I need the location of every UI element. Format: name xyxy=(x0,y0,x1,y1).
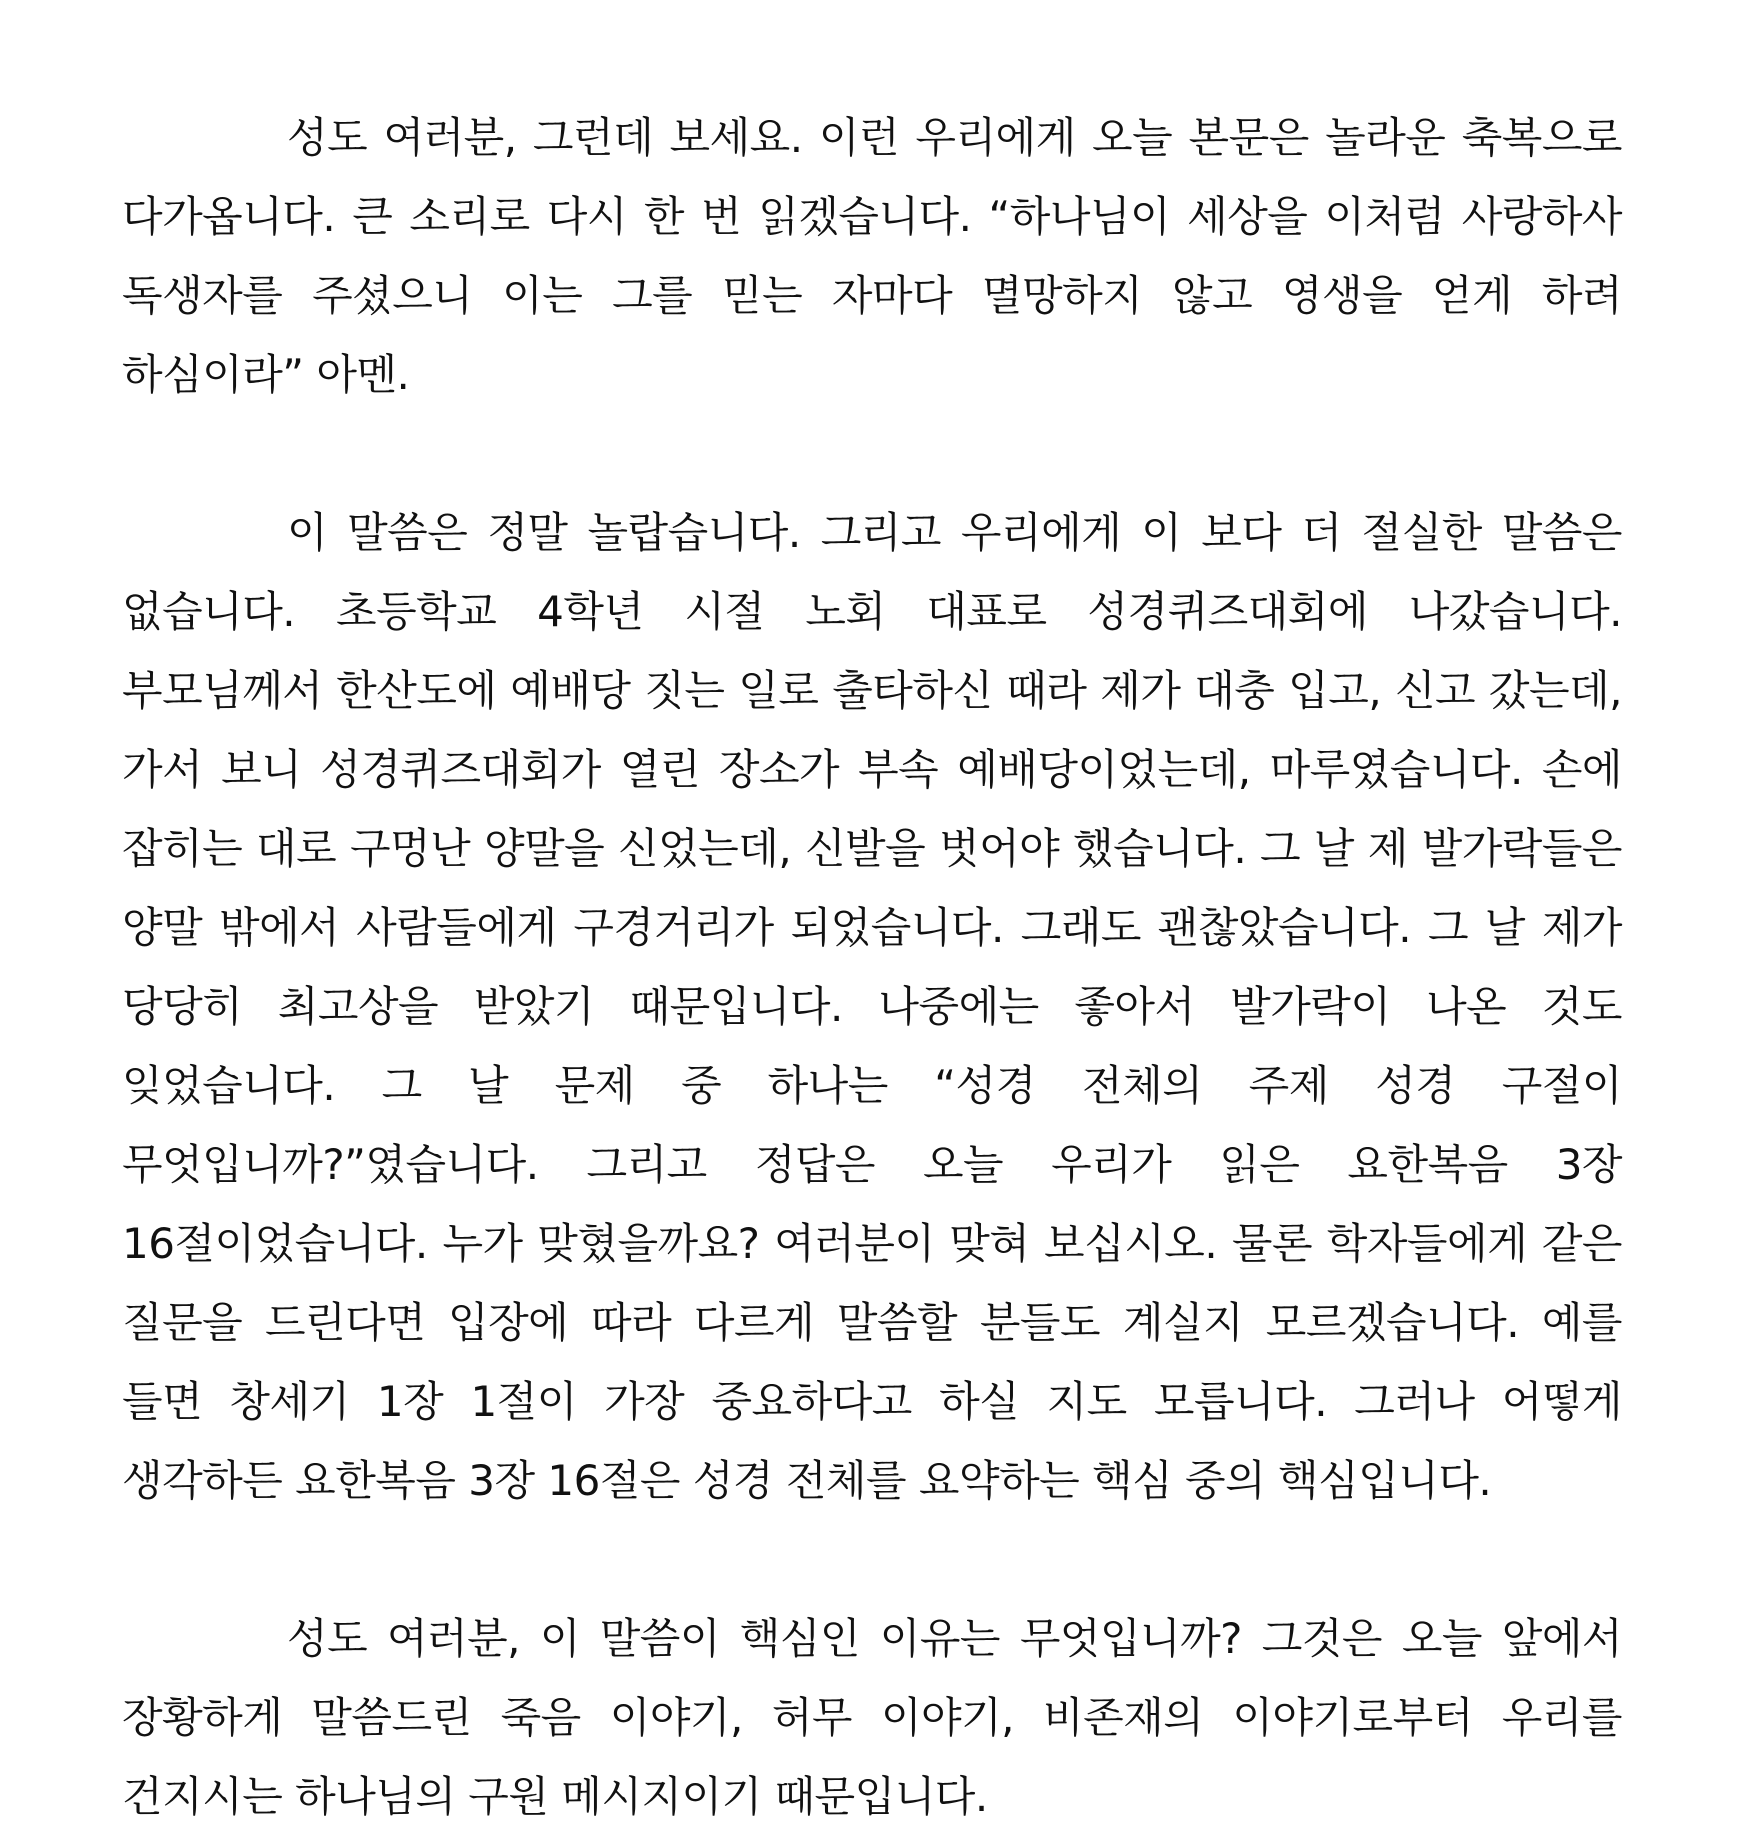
document-body xyxy=(122,98,1622,1836)
paragraph-1: 성도 여러분, 그런데 보세요. 이런 우리에게 오늘 본문은 놀라운 축복으로 다가옵니다. 큰 소리로 다시 한 번 읽겠습니다. “하나님이 세상을 이처럼 사랑하사 독생자를 주셨으니 이는 그를 믿는 자마다 멸망하지 않고 영생을 얻게 하려 하심이라” 아멘. xyxy=(122,113,1622,399)
paragraph-3: 성도 여러분, 이 말씀이 핵심인 이유는 무엇입니까? 그것은 오늘 앞에서 장황하게 말씀드린 죽음 이야기, 허무 이야기, 비존재의 이야기로부터 우리를 건지시는 하나님의 구원 메시지이기 때문입니다. xyxy=(122,1614,1622,1821)
paragraph-2: 이 말씀은 정말 놀랍습니다. 그리고 우리에게 이 보다 더 절실한 말씀은 없습니다. 초등학교 4학년 시절 노회 대표로 성경퀴즈대회에 나갔습니다. 부모님께서 한산도에 예배당 짓는 일로 출타하신 때라 제가 대충 입고, 신고 갔는데, 가서 보니 성경퀴즈대회가 열린 장소가 부속 예배당이었는데, 마루였습니다. 손에 잡히는 대로 구멍난 양말을 신었는데, 신발을 벗어야 했습니다. 그 날 제 발가락들은 양말 밖에서 사람들에게 구경거리가 되었습니다. 그래도 괜찮았습니다. 그 날 제가 당당히 최고상을 받았기 때문입니다. 나중에는 좋아서 발가락이 나온 것도 잊었습니다. 그 날 문제 중 하나는 “성경 전체의 주제 성경 구절이 무엇입니까?”였습니다. 그리고 정답은 오늘 우리가 읽은 요한복음 3장 16절이었습니다. 누가 맞혔을까요? 여러분이 맞혀 보십시오. 물론 학자들에게 같은 질문을 드린다면 입장에 따라 다르게 말씀할 분들도 계실지 모르겠습니다. 예를 들면 창세기 1장 1절이 가장 중요하다고 하실 지도 모릅니다. 그러나 어떻게 생각하든 요한복음 3장 16절은 성경 전체를 요약하는 핵심 중의 핵심입니다. xyxy=(122,508,1622,1505)
